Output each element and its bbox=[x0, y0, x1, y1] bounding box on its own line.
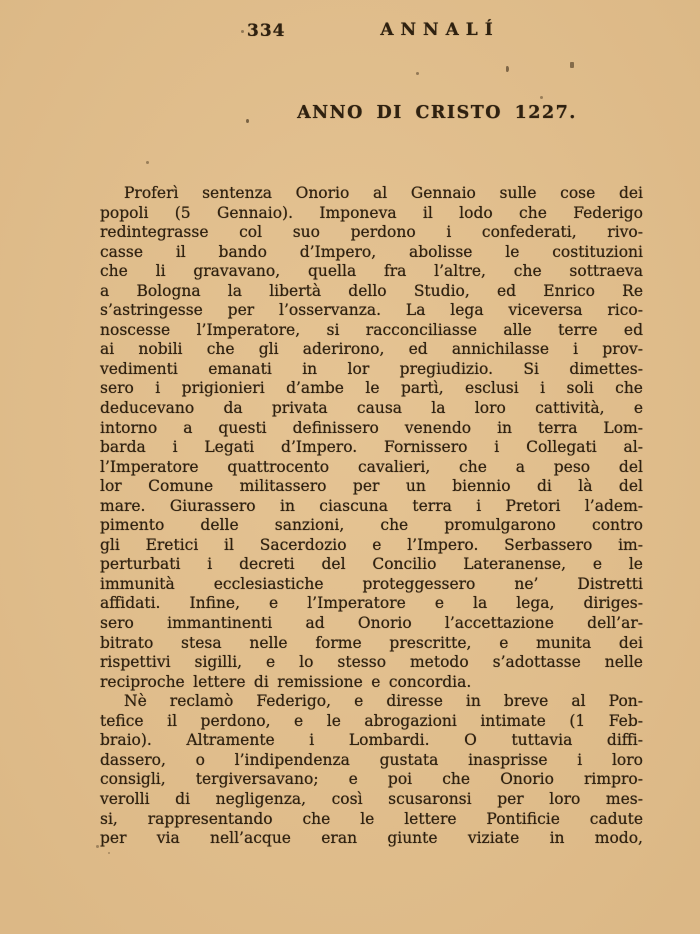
ink-speck bbox=[241, 30, 244, 33]
text-line: mare. Giurassero in ciascuna terra i Pretori l’adem- bbox=[100, 496, 643, 515]
text-line: sero i prigionieri d’ambe le partì, esclusi i soli che bbox=[100, 379, 643, 398]
text-line: l’Imperatore quattrocento cavalieri, che a peso del bbox=[100, 457, 643, 476]
text-line: immunità ecclesiastiche proteggessero ne’ Distretti bbox=[100, 574, 643, 593]
ink-speck bbox=[416, 72, 419, 75]
text-line: casse il bando d’Impero, abolisse le costituzioni bbox=[100, 242, 643, 261]
page-number: 334 bbox=[247, 21, 286, 41]
ink-speck bbox=[246, 119, 249, 123]
text-line: popoli (5 Gennaio). Imponeva il lodo che Federigo bbox=[100, 203, 643, 222]
text-line: dassero, o l’indipendenza gustata inasprisse i loro bbox=[100, 750, 643, 769]
text-line: perturbati i decreti del Concilio Lateranense, e le bbox=[100, 555, 643, 574]
text-line: sero immantinenti ad Onorio l’accettazione dell’ar- bbox=[100, 614, 643, 633]
text-line: gli Eretici il Sacerdozio e l’Impero. Serbassero im- bbox=[100, 535, 643, 554]
text-line: lor Comune militassero per un biennio di là del bbox=[100, 477, 643, 496]
ink-speck bbox=[96, 845, 99, 848]
ink-speck bbox=[146, 161, 149, 164]
section-title: ANNO DI CRISTO 1227. bbox=[297, 103, 577, 123]
text-line: ai nobili che gli aderirono, ed annichilasse i prov- bbox=[100, 340, 643, 359]
text-line: Nè reclamò Federigo, e diresse in breve al Pon- bbox=[124, 692, 643, 711]
text-line: a Bologna la libertà dello Studio, ed Enrico Re bbox=[100, 281, 643, 300]
text-line: si, rappresentando che le lettere Pontificie cadute bbox=[100, 809, 643, 828]
text-line: Proferì sentenza Onorio al Gennaio sulle cose dei bbox=[124, 184, 643, 202]
text-line: affidati. Infine, e l’Imperatore e la lega, diriges- bbox=[100, 594, 643, 613]
text-line: deducevano da privata causa la loro cattività, e bbox=[100, 399, 643, 418]
ink-speck bbox=[506, 66, 509, 72]
text-line: verolli di negligenza, così scusaronsi per loro mes- bbox=[100, 789, 643, 808]
text-line: s’astringesse per l’osservanza. La lega viceversa rico- bbox=[100, 301, 643, 320]
text-line: vedimenti emanati in lor pregiudizio. Si dimettes- bbox=[100, 359, 643, 378]
text-line: redintegrasse col suo perdono i confederati, rivo- bbox=[100, 223, 643, 242]
text-line: pimento delle sanzioni, che promulgarono contro bbox=[100, 516, 643, 535]
ink-speck bbox=[540, 96, 543, 99]
text-line: reciproche lettere di remissione e concordia. bbox=[100, 672, 472, 691]
text-line: rispettivi sigilli, e lo stesso metodo s’adottasse nelle bbox=[100, 653, 643, 672]
ink-speck bbox=[570, 62, 574, 68]
ink-speck bbox=[108, 852, 110, 854]
text-line: che li gravavano, quella fra l’altre, che sottraeva bbox=[100, 262, 643, 281]
running-title: ANNALÍ bbox=[380, 20, 500, 40]
text-line: intorno a questi definissero venendo in terra Lom- bbox=[100, 418, 643, 437]
text-line: braio). Altramente i Lombardi. O tuttavia diffi- bbox=[100, 731, 643, 750]
text-line: noscesse l’Imperatore, si racconciliasse alle terre ed bbox=[100, 320, 643, 339]
paragraph bbox=[100, 184, 643, 692]
text-line: tefice il perdono, e le abrogazioni intimate (1 Feb- bbox=[100, 711, 643, 730]
text-line: consigli, tergiversavano; e poi che Onorio rimpro- bbox=[100, 770, 643, 789]
body-text bbox=[100, 184, 643, 849]
text-line: barda i Legati d’Impero. Fornissero i Collegati al- bbox=[100, 438, 643, 457]
text-line: bitrato stesa nelle forme prescritte, e munita dei bbox=[100, 633, 643, 652]
paragraph bbox=[100, 692, 643, 848]
text-line: per via nell’acque eran giunte viziate in modo, bbox=[100, 829, 643, 848]
